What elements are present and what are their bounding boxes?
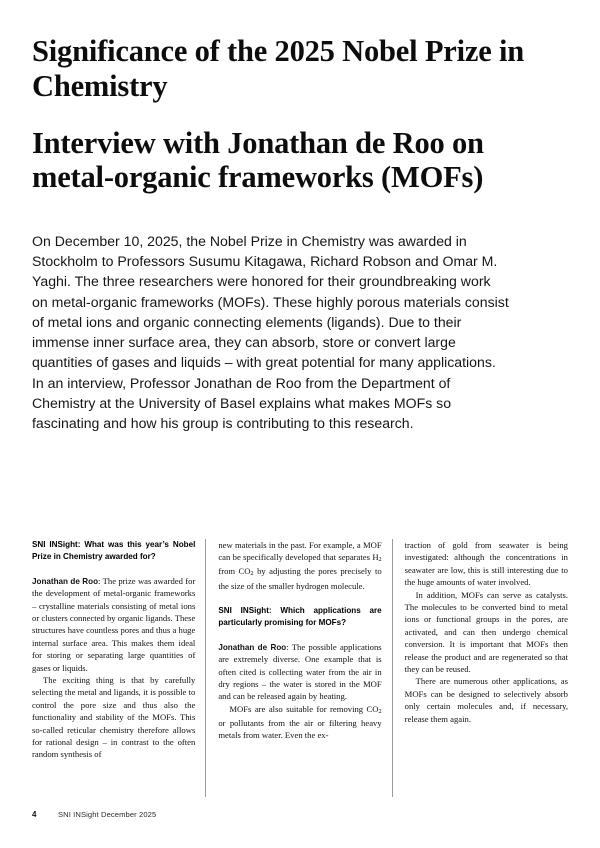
body-paragraph: There are numerous other applications, as MOFs can be designed to selectively absorb only certain molecules and, if necessary, release them again. xyxy=(404,676,568,724)
interview-question: SNI INSight: Which applications are particularly promising for MOFs? xyxy=(218,605,382,628)
headline-block xyxy=(32,34,532,195)
chemical-subscript: 2 xyxy=(250,570,254,578)
page-title-secondary: Interview with Jonathan de Roo on metal-organic frameworks (MOFs) xyxy=(32,125,484,195)
article-column-1 xyxy=(32,539,195,797)
chemical-subscript: 2 xyxy=(378,707,382,715)
article-columns xyxy=(32,539,568,797)
lead-paragraph: On December 10, 2025, the Nobel Prize in Chemistry was awarded in Stockholm to Professors Susumu Kitagawa, Richard Robson and Omar M. Yaghi. The three researchers were honored for their groundbreaking work on metal-organic frameworks (MOFs). These highly porous materials consist of metal ions and organic connecting elements (ligands). Due to their immense inner surface area, they can absorb, store or convert large quantities of gases and liquids – with great potential for many applications. In an interview, Professor Jonathan de Roo from the Department of Chemistry at the University of Basel explains what makes MOFs so fascinating and how his group is contributing to this research. xyxy=(32,233,509,431)
footer-publication: SNI INSight December 2025 xyxy=(58,810,157,819)
body-paragraph: traction of gold from seawater is being investigated: although the concentrations in seawater are low, this is still interesting due to the huge amounts of water involved. xyxy=(404,540,568,588)
body-paragraph: The exciting thing is that by carefully selecting the metal and ligands, it is possible to control the pore size and thus also the functionality and stability of the MOFs. This so-called reticular chemistry therefore allows for rational design – in contrast to the often random synthesis of xyxy=(32,675,196,760)
page-title-primary: Significance of the 2025 Nobel Prize in Chemistry xyxy=(32,34,524,103)
answer-speaker-name: Jonathan de Roo xyxy=(32,576,99,586)
chemical-subscript: 2 xyxy=(378,556,382,564)
answer-speaker-name: Jonathan de Roo xyxy=(218,642,287,652)
body-paragraph: new materials in the past. For example, a MOF can be specifically developed that separates $H_2$ from $CO_2$ by adjusting the pores precisely to the size of the smaller hydrogen molecule. xyxy=(218,540,382,591)
interview-answer: Jonathan de Roo: The prize was awarded for the development of metal-organic frameworks – crystalline materials consisting of metal ions or clusters connected by organic ligands. These structures have countless pores and thus a huge internal surface area. This makes them ideal for storing or separating large quantities of gases or liquids. xyxy=(32,575,196,673)
interview-answer: Jonathan de Roo: The possible applications are extremely diverse. One example that is often cited is collecting water from the air in dry regions – the water is stored in the MOF and can be released again by heating. xyxy=(218,641,382,702)
interview-question: SNI INSight: What was this year’s Nobel Prize in Chemistry awarded for? xyxy=(32,540,196,562)
body-paragraph: MOFs are also suitable for removing $CO_2$ or pollutants from the air or filtering heavy metals from water. Even the ex- xyxy=(218,703,382,741)
article-column-2 xyxy=(205,539,381,797)
body-paragraph: In addition, MOFs can serve as catalysts. The molecules to be converted bind to metal ions or functional groups in the pores, are activated, and can then undergo chemical conversion. It is important that MOFs then release the product and are regenerated so that they can be reused. xyxy=(404,589,568,675)
folio-page-number: 4 xyxy=(32,810,37,819)
article-column-3 xyxy=(392,539,568,797)
page-footer xyxy=(32,810,156,819)
